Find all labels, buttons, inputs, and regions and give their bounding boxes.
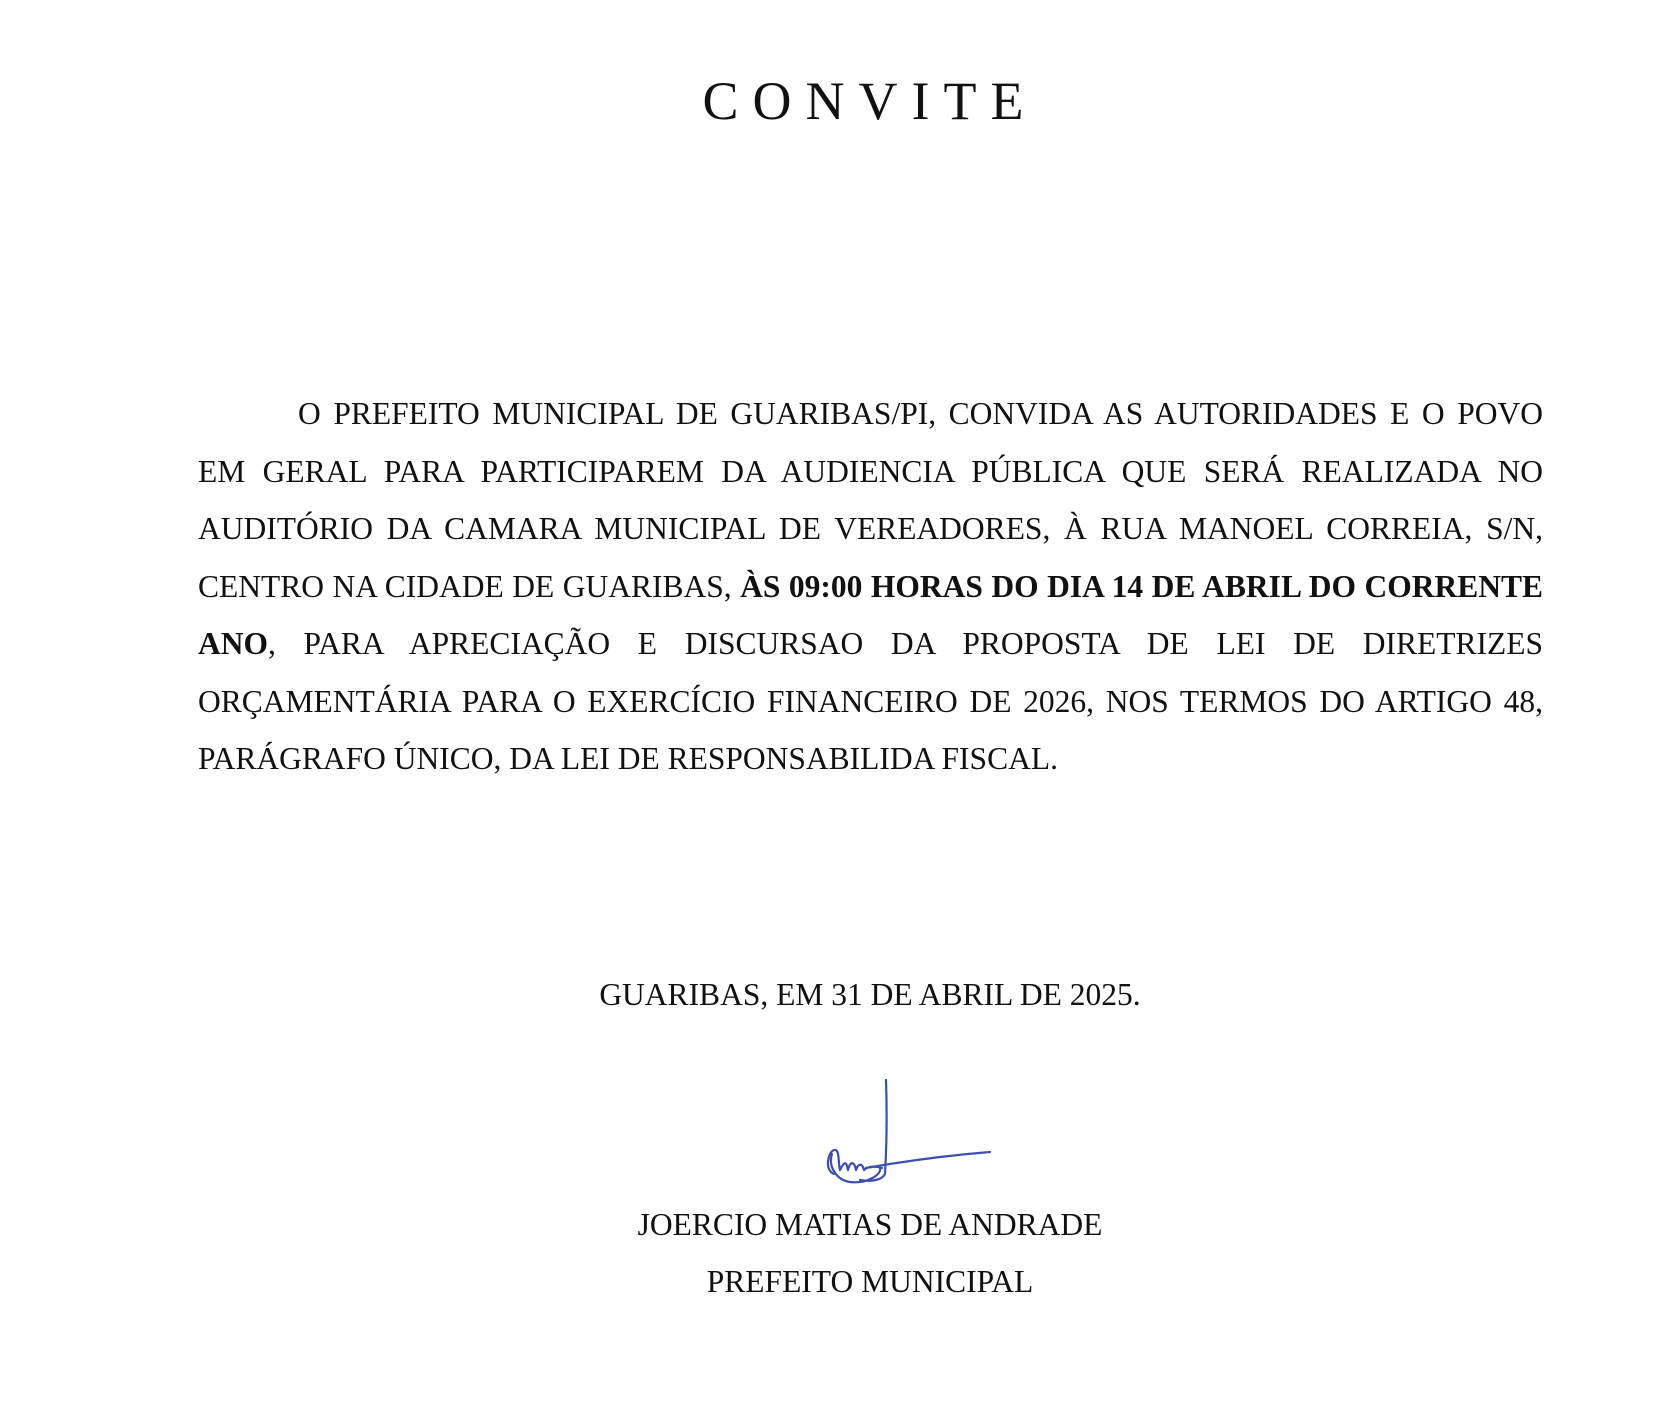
signature-strokes xyxy=(828,1080,990,1182)
body-text-part-1: O PREFEITO MUNICIPAL DE GUARIBAS/PI, CONVIDA AS AUTORIDADES E O POVO EM GERAL PARA PARTICIPAREM DA AUDIENCIA PÚBLICA QUE SERÁ REALIZADA NO AUDITÓRIO DA CAMARA MUNICIPAL DE VEREADORES, À RUA MANOEL CORREIA, S/N, CENTRO NA CIDADE DE GUARIBAS, xyxy=(198,396,1543,604)
body-text-part-2: , PARA APRECIAÇÃO E DISCURSAO DA PROPOSTA DE LEI DE DIRETRIZES ORÇAMENTÁRIA PARA O EXERCÍCIO FINANCEIRO DE 2026, NOS TERMOS DO ARTIGO 48, PARÁGRAFO ÚNICO, DA LEI DE RESPONSABILIDA FISCAL. xyxy=(198,626,1543,776)
signer-role: PREFEITO MUNICIPAL xyxy=(706,1264,1034,1299)
date-line: GUARIBAS, EM 31 DE ABRIL DE 2025. xyxy=(599,977,1141,1012)
handwritten-signature xyxy=(810,1070,1000,1190)
invitation-body xyxy=(198,385,1543,788)
body-text-bold-datetime: ÀS 09:00 HORAS DO DIA 14 DE ABRIL DO CORRENTE ANO xyxy=(198,568,1543,661)
document-title: CONVITE xyxy=(702,71,1038,131)
signer-name: JOERCIO MATIAS DE ANDRADE xyxy=(637,1207,1103,1242)
